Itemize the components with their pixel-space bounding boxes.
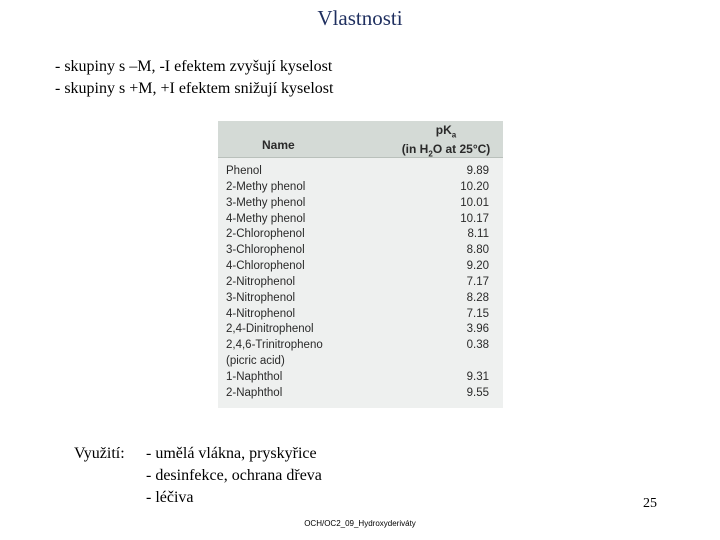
pka-value: 8.11 — [467, 228, 489, 241]
bullet-list — [55, 56, 333, 100]
table-row — [218, 322, 503, 338]
table-row — [218, 227, 503, 243]
table-row — [218, 164, 503, 180]
header-pka-cond-pre: (in H — [401, 142, 429, 157]
pka-table — [218, 121, 503, 408]
compound-name: 4-Chlorophenol — [226, 260, 305, 273]
compound-name: 3-Chlorophenol — [226, 244, 305, 257]
header-pka — [391, 123, 501, 162]
table-row — [218, 291, 503, 307]
compound-name: 4-Nitrophenol — [226, 307, 296, 320]
table-row — [218, 275, 503, 291]
bullet-item: - skupiny s –M, -I efektem zvyšují kyselost — [55, 58, 333, 75]
use-item: - umělá vlákna, pryskyřice — [146, 445, 317, 462]
pka-value: 8.80 — [466, 244, 489, 257]
table-header — [218, 121, 503, 158]
page-number: 25 — [643, 496, 657, 511]
table-row — [218, 180, 503, 196]
compound-name: 2-Naphthol — [226, 386, 283, 399]
compound-name: 2-Chlorophenol — [226, 228, 305, 241]
compound-name: 2-Nitrophenol — [226, 275, 296, 288]
table-row — [218, 243, 503, 259]
pka-value: 10.20 — [460, 180, 489, 193]
header-pka-cond-sub: 2 — [428, 149, 433, 159]
pka-value: 7.17 — [466, 275, 489, 288]
table-body — [218, 164, 503, 402]
use-item: - léčiva — [146, 489, 194, 506]
compound-name: 3-Nitrophenol — [226, 291, 296, 304]
table-row — [218, 212, 503, 228]
compound-name: (picric acid) — [226, 355, 285, 368]
table-row — [218, 338, 503, 354]
table-row — [218, 196, 503, 212]
table-row — [218, 386, 503, 402]
use-item: - desinfekce, ochrana dřeva — [146, 467, 322, 484]
pka-value: 3.96 — [466, 323, 489, 336]
compound-name: 2,4-Dinitrophenol — [226, 323, 314, 336]
pka-value: 9.31 — [466, 370, 489, 383]
compound-name: 1-Naphthol — [226, 370, 283, 383]
table-row — [218, 259, 503, 275]
use-items — [146, 443, 322, 509]
pka-value: 9.20 — [466, 260, 489, 273]
use-label: Využití: — [74, 445, 125, 462]
pka-value: 9.55 — [466, 386, 489, 399]
header-pka-symbol: pK — [435, 123, 452, 137]
compound-name: 3-Methy phenol — [226, 196, 306, 209]
pka-value: 9.89 — [466, 165, 489, 177]
slide-title: Vlastnosti — [317, 6, 403, 30]
pka-value: 10.01 — [460, 196, 489, 209]
bullet-item: - skupiny s +M, +I efektem snižují kyselost — [55, 80, 334, 97]
table-row — [218, 354, 503, 370]
pka-value: 7.15 — [466, 307, 489, 320]
footer-text: OCH/OC2_09_Hydroxyderiváty — [304, 519, 416, 528]
header-name: Name — [262, 138, 295, 152]
header-pka-subscript: a — [451, 130, 457, 140]
header-pka-cond-post: O at 25°C) — [432, 142, 491, 157]
compound-name: 2-Methy phenol — [226, 180, 306, 193]
pka-value: 10.17 — [460, 212, 489, 225]
compound-name: Phenol — [226, 165, 262, 177]
compound-name: 4-Methy phenol — [226, 212, 306, 225]
pka-value: 8.28 — [466, 291, 489, 304]
table-row — [218, 307, 503, 323]
table-row — [218, 370, 503, 386]
pka-value: 0.38 — [466, 339, 489, 352]
compound-name: 2,4,6-Trinitropheno — [226, 339, 323, 352]
